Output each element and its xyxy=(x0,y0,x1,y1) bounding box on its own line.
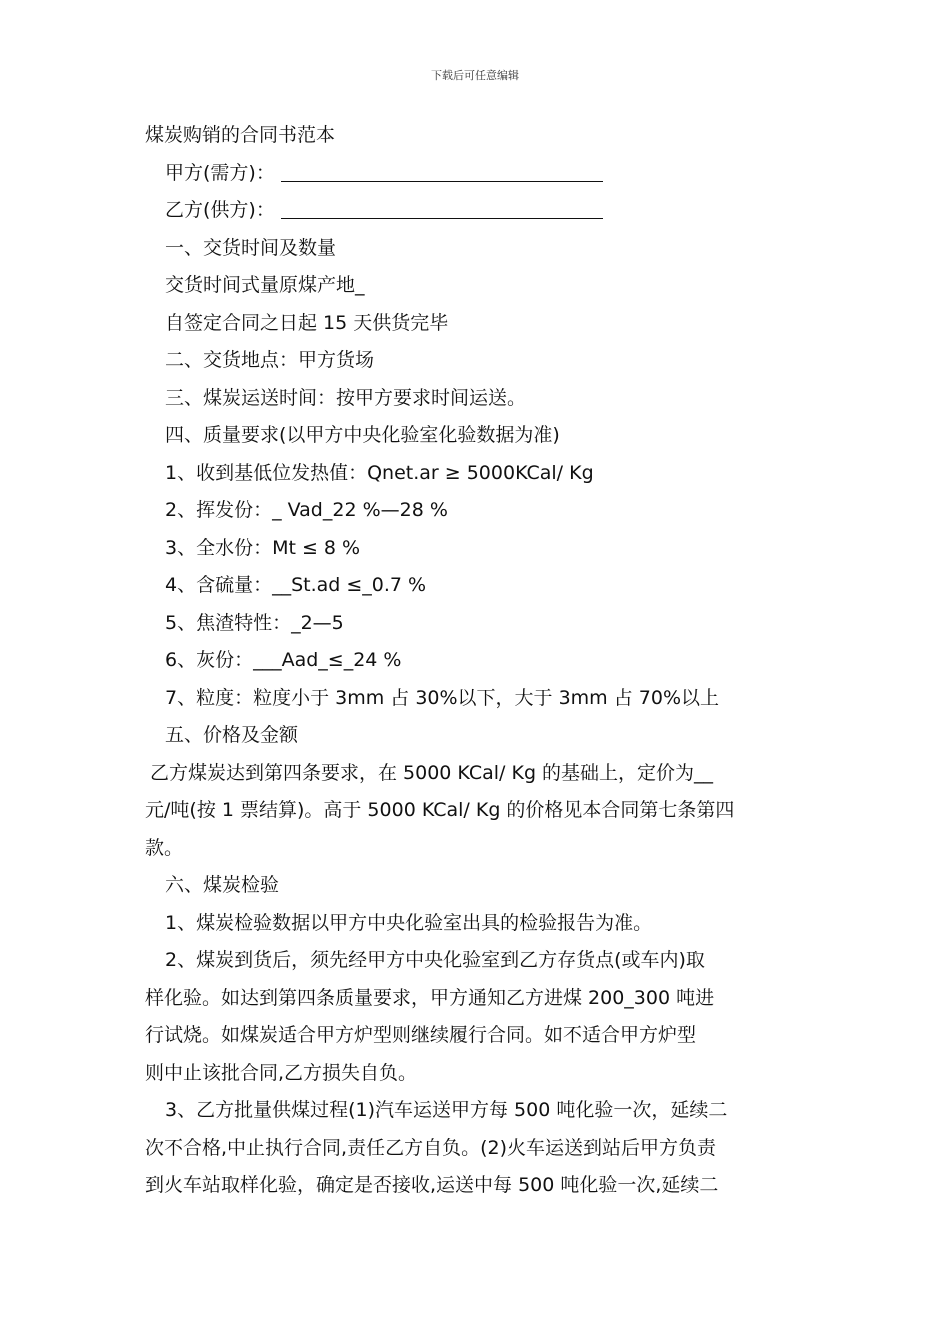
paragraph-line: 到火车站取样化验，确定是否接收,运送中每 500 吨化验一次,延续二 xyxy=(145,1174,719,1196)
document-title: 煤炭购销的合同书范本 xyxy=(145,124,336,146)
quality-item: 7、粒度：粒度小于 3mm 占 30%以下，大于 3mm 占 70%以上 xyxy=(165,686,719,709)
section-1-heading: 一、交货时间及数量 xyxy=(165,236,337,259)
paragraph-line: 3、乙方批量供煤过程(1)汽车运送甲方每 500 吨化验一次，延续二 xyxy=(165,1099,728,1121)
party-a-line xyxy=(145,155,810,193)
section-1-line-2: 自签定合同之日起 15 天供货完毕 xyxy=(165,311,449,334)
quality-item: 2、挥发份：_ Vad_22 %—28 % xyxy=(165,499,448,521)
paragraph-line: 行试烧。如煤炭适合甲方炉型则继续履行合同。如不适合甲方炉型 xyxy=(145,1024,697,1046)
section-4-heading: 四、质量要求(以甲方中央化验室化验数据为准) xyxy=(165,424,560,446)
section-5-heading: 五、价格及金额 xyxy=(165,724,299,746)
party-a-blank xyxy=(281,159,603,182)
paragraph-line: 乙方煤炭达到第四条要求，在 5000 KCal/ Kg 的基础上，定价为__ xyxy=(150,761,714,784)
page-header: 下载后可任意编辑 xyxy=(431,69,519,82)
paragraph-line: 样化验。如达到第四条质量要求，甲方通知乙方进煤 200_300 吨进 xyxy=(145,986,715,1009)
party-b-blank xyxy=(281,196,603,219)
section-1-line-1: 交货时间式量原煤产地_ xyxy=(165,274,365,296)
section-6-item-2 xyxy=(145,942,810,1092)
party-b-line xyxy=(145,192,810,230)
paragraph-line: 2、煤炭到货后，须先经甲方中央化验室到乙方存货点(或车内)取 xyxy=(165,949,705,971)
section-3: 三、煤炭运送时间：按甲方要求时间运送。 xyxy=(165,386,527,409)
contract-document xyxy=(145,117,810,1205)
party-b-label: 乙方(供方)： xyxy=(165,199,275,221)
quality-item: 3、全水份：Mt ≤ 8 % xyxy=(165,536,361,559)
quality-item: 1、收到基低位发热值：Qnet.ar ≥ 5000KCal/ Kg xyxy=(165,461,594,484)
paragraph-line: 次不合格,中止执行合同,责任乙方自负。(2)火车运送到站后甲方负责 xyxy=(145,1136,716,1159)
section-5-paragraph xyxy=(145,755,810,868)
paragraph-line: 款。 xyxy=(145,836,184,859)
section-6-item-3 xyxy=(145,1092,810,1205)
party-a-label: 甲方(需方)： xyxy=(165,161,275,184)
section-6-heading: 六、煤炭检验 xyxy=(165,874,280,896)
paragraph-line: 元/吨(按 1 票结算)。高于 5000 KCal/ Kg 的价格见本合同第七条第四 xyxy=(145,799,735,821)
quality-item: 4、含硫量：__St.ad ≤_0.7 % xyxy=(165,574,427,596)
quality-item: 5、焦渣特性：_2—5 xyxy=(165,611,344,634)
quality-item: 6、灰份：___Aad_≤_24 % xyxy=(165,649,402,671)
paragraph-line: 则中止该批合同,乙方损失自负。 xyxy=(145,1061,418,1084)
section-2: 二、交货地点：甲方货场 xyxy=(165,349,375,371)
section-6-item-1: 1、煤炭检验数据以甲方中央化验室出具的检验报告为准。 xyxy=(165,911,653,934)
